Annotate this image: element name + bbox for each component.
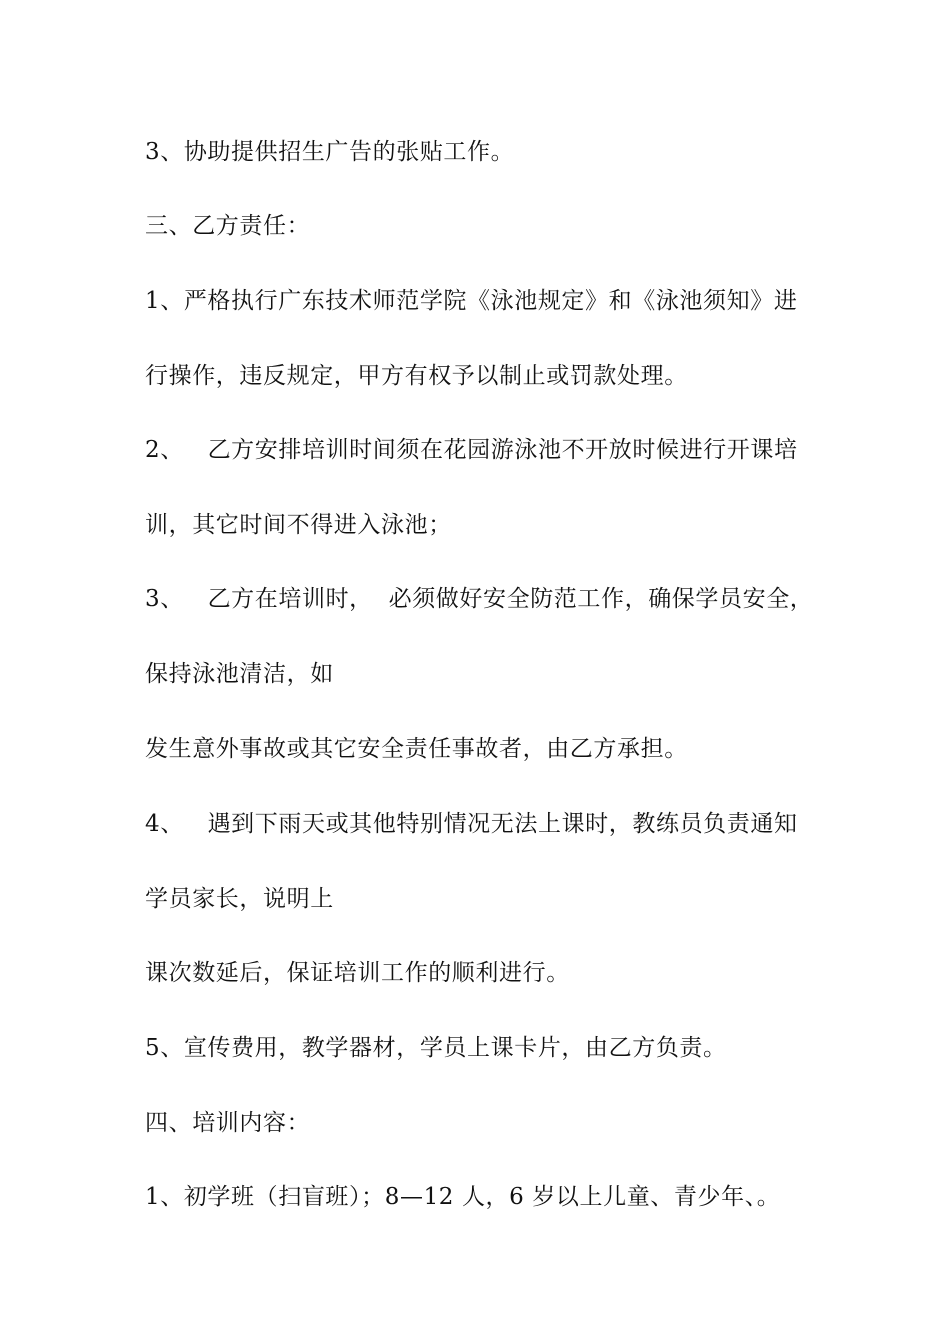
- text-line: 发生意外事故或其它安全责任事故者，由乙方承担。: [145, 736, 688, 762]
- text-line: 3、 乙方在培训时， 必须做好安全防范工作，确保学员安全，: [145, 586, 814, 612]
- text-line: 行操作，违反规定，甲方有权予以制止或罚款处理。: [145, 363, 688, 389]
- text-line: 训，其它时间不得进入泳池；: [145, 512, 452, 538]
- text-line: 课次数延后，保证培训工作的顺利进行。: [145, 960, 570, 986]
- text-line: 3、协助提供招生广告的张贴工作。: [145, 139, 515, 165]
- text-line: 5、宣传费用，教学器材，学员上课卡片，由乙方负责。: [145, 1035, 727, 1061]
- text-line: 1、严格执行广东技术师范学院《泳池规定》和《泳池须知》进: [145, 288, 798, 314]
- text-line: 保持泳池清洁，如: [145, 661, 334, 687]
- text-line: 4、 遇到下雨天或其他特别情况无法上课时，教练员负责通知: [145, 811, 798, 837]
- section-heading: 四、培训内容：: [145, 1110, 311, 1136]
- section-heading: 三、乙方责任：: [145, 213, 311, 239]
- text-line: 学员家长，说明上: [145, 886, 334, 912]
- text-line: 2、 乙方安排培训时间须在花园游泳池不开放时候进行开课培: [145, 437, 798, 463]
- text-line: 1、初学班（扫盲班）；8—12 人，6 岁以上儿童、青少年、。: [145, 1184, 781, 1210]
